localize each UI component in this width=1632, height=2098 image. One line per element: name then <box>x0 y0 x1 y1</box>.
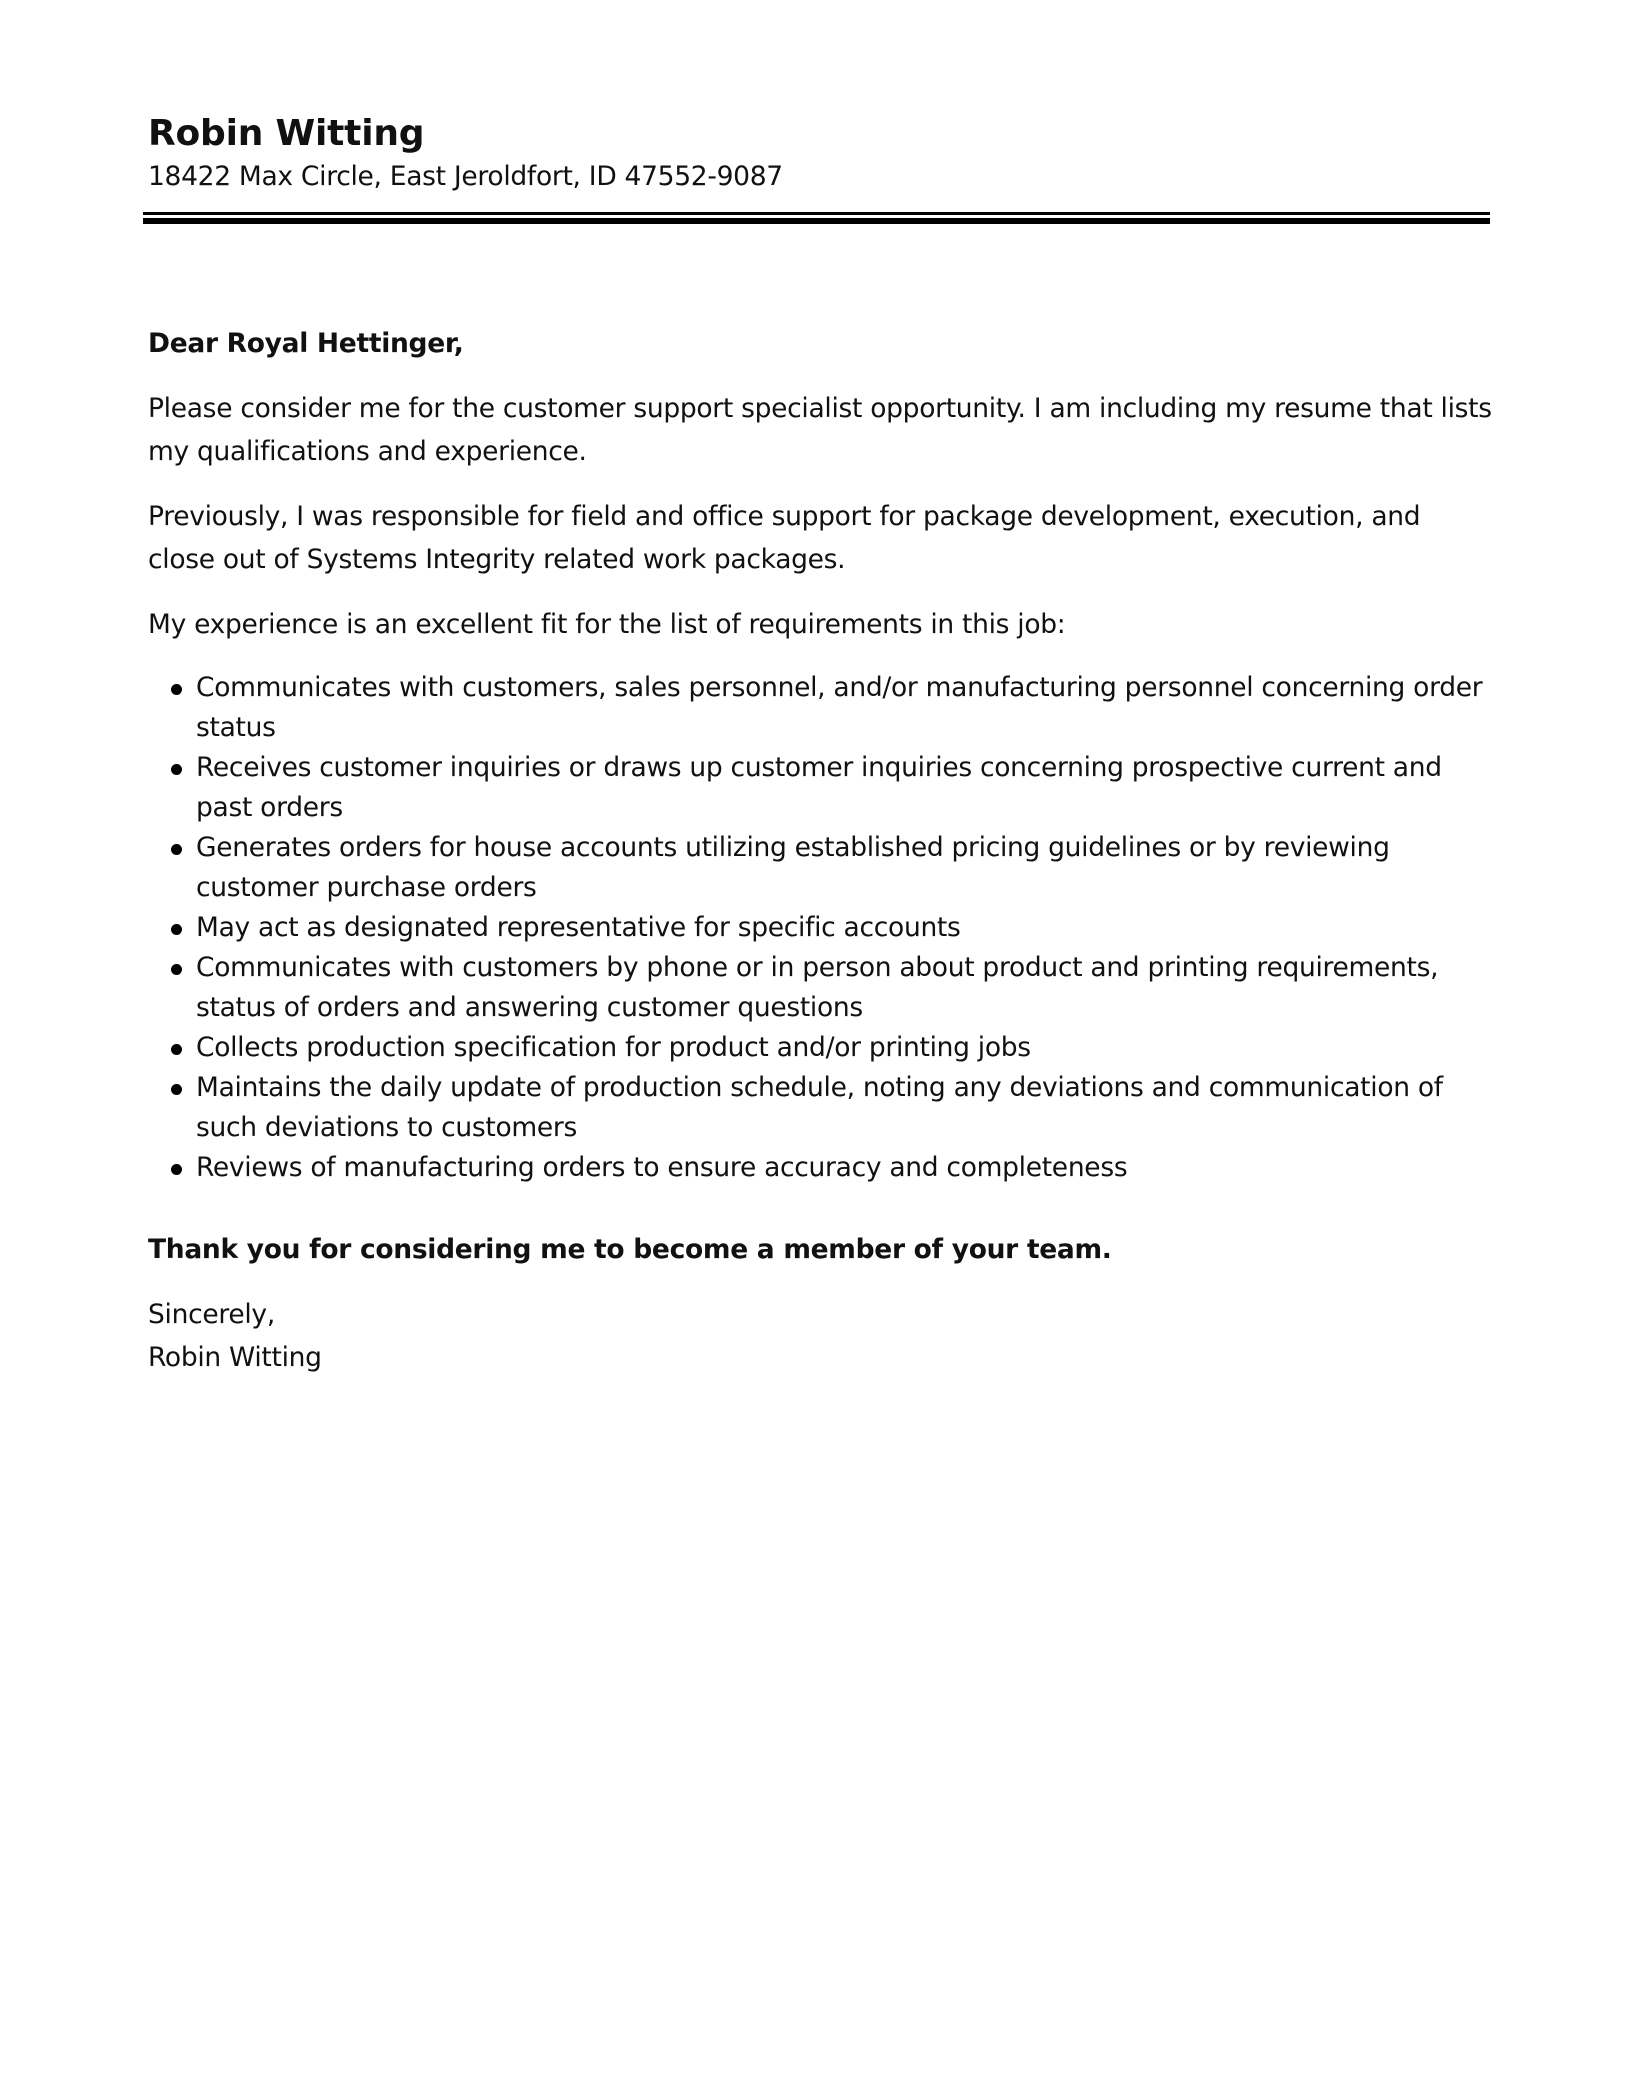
list-item-text: May act as designated representative for specific accounts <box>196 912 961 943</box>
bullet-icon <box>171 764 182 775</box>
sender-name: Robin Witting <box>148 113 425 154</box>
closing: Sincerely, <box>148 1299 275 1330</box>
bullet-icon <box>171 964 182 975</box>
salutation: Dear Royal Hettinger, <box>148 328 464 359</box>
letter-body <box>148 322 1493 1379</box>
bullet-icon <box>171 924 182 935</box>
list-item <box>148 948 1493 1028</box>
list-item <box>148 908 1493 948</box>
letter-header <box>148 112 1488 194</box>
list-item-text: Receives customer inquiries or draws up customer inquiries concerning prospective current and past orders <box>196 752 1442 823</box>
list-item <box>148 748 1493 828</box>
list-item <box>148 1028 1493 1068</box>
sender-address: 18422 Max Circle, East Jeroldfort, ID 47552-9087 <box>148 161 783 192</box>
list-item <box>148 828 1493 908</box>
header-divider <box>143 212 1490 224</box>
list-item-text: Communicates with customers by phone or in person about product and printing requirements, status of orders and answering customer questions <box>196 952 1439 1023</box>
thank-you-line: Thank you for considering me to become a member of your team. <box>148 1234 1112 1265</box>
paragraph-intro: Please consider me for the customer support specialist opportunity. I am including my resume that lists my qualifications and experience. <box>148 393 1492 467</box>
list-item <box>148 1148 1493 1188</box>
list-item-text: Maintains the daily update of production schedule, noting any deviations and communication of such deviations to customers <box>196 1072 1443 1143</box>
signature-name: Robin Witting <box>148 1342 322 1373</box>
requirements-list <box>148 668 1493 1188</box>
bullet-icon <box>171 684 182 695</box>
list-item-text: Reviews of manufacturing orders to ensure accuracy and completeness <box>196 1152 1128 1183</box>
bullet-icon <box>171 1084 182 1095</box>
bullet-icon <box>171 1164 182 1175</box>
bullet-icon <box>171 844 182 855</box>
paragraph-previous-experience: Previously, I was responsible for field and office support for package development, execution, and close out of Systems Integrity related work packages. <box>148 501 1421 575</box>
paragraph-requirements-lead: My experience is an excellent fit for the list of requirements in this job: <box>148 609 1066 640</box>
bullet-icon <box>171 1044 182 1055</box>
list-item <box>148 668 1493 748</box>
list-item-text: Collects production specification for product and/or printing jobs <box>196 1032 1031 1063</box>
list-item-text: Generates orders for house accounts utilizing established pricing guidelines or by reviewing customer purchase orders <box>196 832 1390 903</box>
list-item-text: Communicates with customers, sales personnel, and/or manufacturing personnel concerning order status <box>196 672 1483 743</box>
list-item <box>148 1068 1493 1148</box>
